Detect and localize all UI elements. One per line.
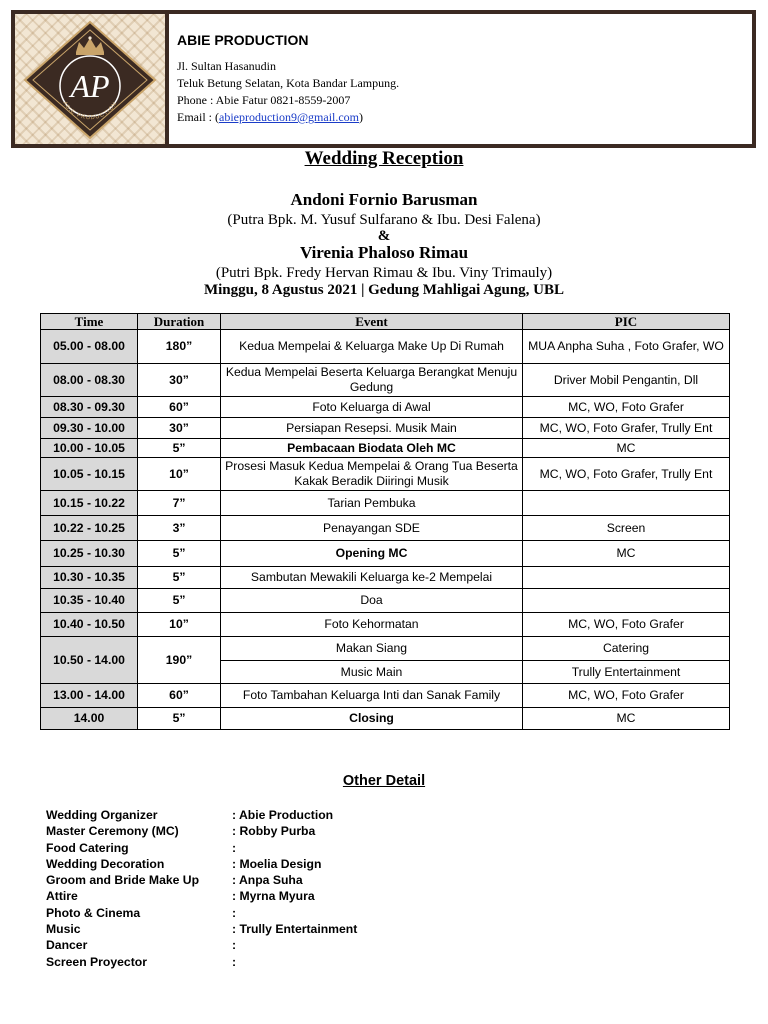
groom-parents: (Putra Bpk. M. Yusuf Sulfarano & Ibu. Desi Falena) (227, 212, 541, 228)
address-line-2: Teluk Betung Selatan, Kota Bandar Lampung. (177, 76, 400, 90)
duration-cell: 5” (138, 708, 221, 730)
pic-cell (523, 567, 730, 589)
company-logo (15, 14, 169, 144)
header-pic: PIC (523, 314, 730, 330)
phone-line: Phone : Abie Fatur 0821-8559-2007 (177, 93, 351, 107)
date-venue: Minggu, 8 Agustus 2021 | Gedung Mahligai Agung, UBL (203, 282, 565, 298)
bride-parents: (Putri Bpk. Fredy Hervan Rimau & Ibu. Viny Trimauly) (215, 265, 553, 281)
groom-name: Andoni Fornio Barusman (290, 190, 478, 209)
duration-cell: 10” (138, 458, 221, 491)
detail-row-photo-cinema (46, 905, 357, 921)
ampersand: & (377, 228, 391, 244)
detail-row-music (46, 921, 357, 937)
pic-cell: MC, WO, Foto Grafer (523, 613, 730, 637)
letterhead (11, 10, 756, 148)
detail-row-master-ceremony (46, 823, 357, 839)
pic-cell: MC, WO, Foto Grafer (523, 397, 730, 418)
detail-value: : (232, 840, 237, 855)
detail-value: : (232, 938, 237, 953)
event-cell: Opening MC (221, 541, 523, 567)
document-title: Wedding Reception (304, 148, 464, 169)
email-line (177, 109, 399, 126)
table-row (41, 491, 730, 516)
event-cell: Foto Keluarga di Awal (221, 397, 523, 418)
company-info (177, 32, 399, 126)
time-cell: 08.30 - 09.30 (41, 397, 138, 418)
detail-row-wedding-decoration (46, 856, 357, 872)
detail-label: Master Ceremony (MC) (46, 824, 179, 839)
pic-cell: MC (523, 541, 730, 567)
address-line-1: Jl. Sultan Hasanudin (177, 59, 276, 73)
detail-label: Wedding Organizer (46, 808, 158, 822)
detail-row-screen-proyector (46, 954, 357, 970)
detail-label: Wedding Decoration (46, 856, 165, 871)
time-cell: 10.30 - 10.35 (41, 567, 138, 589)
detail-row-attire (46, 888, 357, 904)
other-detail-list (46, 807, 357, 970)
pic-cell: Trully Entertainment (523, 661, 730, 684)
pic-cell: MC (523, 708, 730, 730)
duration-cell: 3” (138, 516, 221, 541)
duration-cell: 180” (138, 330, 221, 364)
detail-label: Dancer (46, 938, 88, 953)
event-cell: Tarian Pembuka (221, 491, 523, 516)
pic-cell: MC, WO, Foto Grafer, Trully Ent (523, 458, 730, 491)
pic-cell: MUA Anpha Suha , Foto Grafer, WO (523, 330, 730, 364)
company-name: ABIE PRODUCTION (177, 32, 309, 48)
table-row (41, 637, 730, 661)
time-cell: 10.35 - 10.40 (41, 589, 138, 613)
event-cell: Music Main (221, 661, 523, 684)
email-link[interactable]: abieproduction9@gmail.com (219, 110, 360, 124)
pic-cell: Catering (523, 637, 730, 661)
other-detail-title: Other Detail (342, 773, 426, 789)
event-cell: Kedua Mempelai & Keluarga Make Up Di Rumah (221, 330, 523, 364)
time-cell: 10.25 - 10.30 (41, 541, 138, 567)
table-header-row (41, 314, 730, 330)
time-cell: 13.00 - 14.00 (41, 684, 138, 708)
detail-value: : (232, 954, 237, 969)
logo-arc-text: ABIE PRODUCTION (61, 100, 119, 122)
detail-value: : Moelia Design (232, 856, 322, 871)
table-row (41, 613, 730, 637)
detail-row-food-catering (46, 840, 357, 856)
pic-cell: MC, WO, Foto Grafer, Trully Ent (523, 418, 730, 439)
table-row (41, 516, 730, 541)
pic-cell: Screen (523, 516, 730, 541)
duration-cell: 10” (138, 613, 221, 637)
detail-row-dancer (46, 937, 357, 953)
logo-emblem-icon (15, 14, 165, 144)
detail-label: Attire (46, 889, 78, 904)
duration-cell: 190” (138, 637, 221, 684)
duration-cell: 5” (138, 589, 221, 613)
email-prefix: Email : ( (177, 110, 219, 124)
pic-cell (523, 491, 730, 516)
duration-cell: 7” (138, 491, 221, 516)
detail-value: : Anpa Suha (232, 873, 303, 888)
duration-cell: 30” (138, 364, 221, 397)
time-cell: 10.15 - 10.22 (41, 491, 138, 516)
email-suffix: ) (359, 110, 364, 124)
table-row (41, 589, 730, 613)
detail-value: : (232, 905, 237, 920)
logo-monogram: AP (70, 68, 110, 104)
event-cell: Prosesi Masuk Kedua Mempelai & Orang Tua Beserta Kakak Beradik Diiringi Musik (221, 458, 523, 491)
event-cell: Penayangan SDE (221, 516, 523, 541)
time-cell: 10.05 - 10.15 (41, 458, 138, 491)
table-row (41, 541, 730, 567)
schedule-table (40, 313, 730, 730)
table-row (41, 418, 730, 439)
table-row (41, 397, 730, 418)
detail-label: Food Catering (46, 840, 129, 855)
table-row (41, 330, 730, 364)
header-event: Event (221, 314, 523, 330)
detail-value: : Myrna Myura (232, 889, 315, 904)
pic-cell: MC (523, 439, 730, 458)
detail-value: : Robby Purba (232, 824, 316, 839)
time-cell: 08.00 - 08.30 (41, 364, 138, 397)
time-cell: 10.50 - 14.00 (41, 637, 138, 684)
table-row (41, 567, 730, 589)
time-cell: 10.40 - 10.50 (41, 613, 138, 637)
time-cell: 10.22 - 10.25 (41, 516, 138, 541)
duration-cell: 5” (138, 541, 221, 567)
time-cell: 05.00 - 08.00 (41, 330, 138, 364)
header-time: Time (41, 314, 138, 330)
event-cell: Persiapan Resepsi. Musik Main (221, 418, 523, 439)
detail-label: Screen Proyector (46, 954, 147, 969)
duration-cell: 5” (138, 567, 221, 589)
detail-label: Groom and Bride Make Up (46, 873, 200, 888)
table-row (41, 458, 730, 491)
event-cell: Foto Tambahan Keluarga Inti dan Sanak Family (221, 684, 523, 708)
event-cell: Closing (221, 708, 523, 730)
event-cell: Pembacaan Biodata Oleh MC (221, 439, 523, 458)
pic-cell (523, 589, 730, 613)
table-row (41, 439, 730, 458)
duration-cell: 5” (138, 439, 221, 458)
bride-name: Virenia Phaloso Rimau (299, 243, 469, 262)
detail-value: : Trully Entertainment (232, 922, 358, 937)
time-cell: 14.00 (41, 708, 138, 730)
duration-cell: 30” (138, 418, 221, 439)
pic-cell: MC, WO, Foto Grafer (523, 684, 730, 708)
detail-value: : Abie Production (232, 808, 334, 822)
detail-label: Photo & Cinema (46, 905, 141, 920)
event-cell: Sambutan Mewakili Keluarga ke-2 Mempelai (221, 567, 523, 589)
time-cell: 09.30 - 10.00 (41, 418, 138, 439)
time-cell: 10.00 - 10.05 (41, 439, 138, 458)
event-cell: Kedua Mempelai Beserta Keluarga Berangkat Menuju Gedung (221, 364, 523, 397)
duration-cell: 60” (138, 684, 221, 708)
detail-row-wedding-organizer (46, 807, 357, 823)
event-cell: Doa (221, 589, 523, 613)
duration-cell: 60” (138, 397, 221, 418)
detail-label: Music (46, 922, 81, 937)
event-cell: Makan Siang (221, 637, 523, 661)
pic-cell: Driver Mobil Pengantin, Dll (523, 364, 730, 397)
table-row (41, 684, 730, 708)
table-row (41, 364, 730, 397)
header-duration: Duration (138, 314, 221, 330)
detail-row-make-up (46, 872, 357, 888)
event-cell: Foto Kehormatan (221, 613, 523, 637)
table-row (41, 708, 730, 730)
